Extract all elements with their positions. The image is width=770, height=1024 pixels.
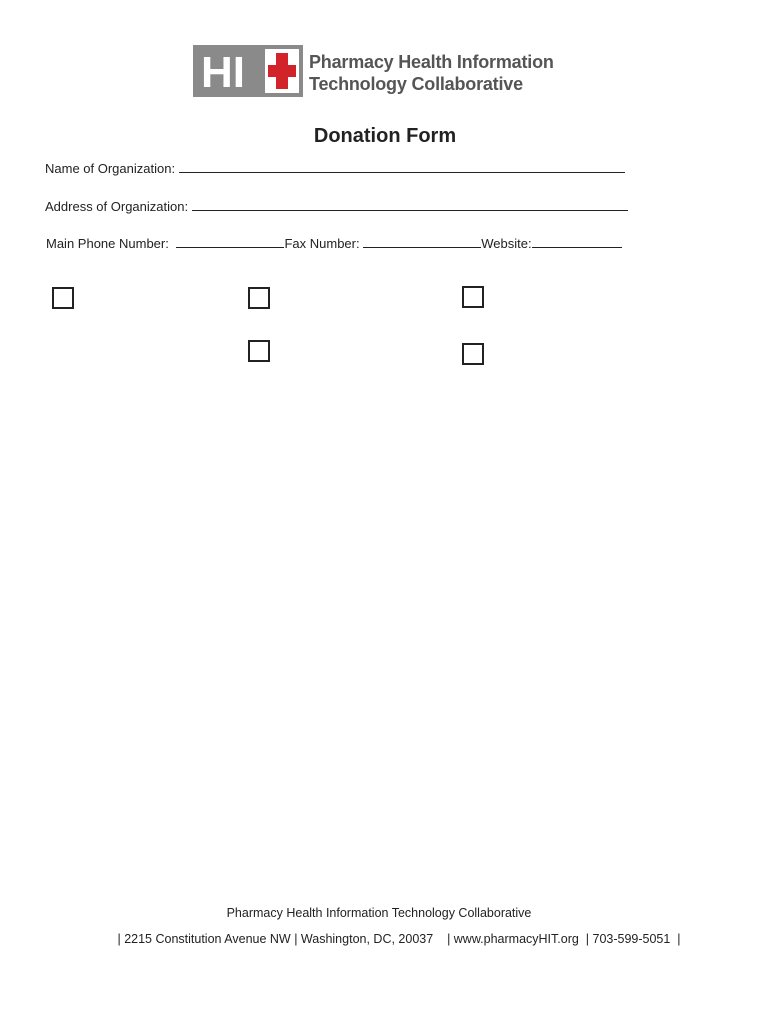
address-label: Address of Organization: (45, 199, 189, 214)
name-field[interactable] (179, 160, 625, 173)
website-label: Website: (481, 236, 532, 251)
donation-checkbox-1[interactable] (52, 287, 74, 309)
phone-field[interactable] (176, 235, 284, 248)
footer-contact-line: | 2215 Constitution Avenue NW | Washington, DC, 20037 | www.pharmacyHIT.org | 703-599-5051 | (117, 932, 681, 946)
address-field[interactable] (192, 198, 628, 211)
fax-label: Fax Number: (284, 236, 360, 251)
website-field[interactable] (532, 235, 622, 248)
organization-logo (193, 45, 593, 97)
donation-checkbox-2[interactable] (248, 287, 270, 309)
footer-org-name: Pharmacy Health Information Technology Collaborative (226, 906, 532, 920)
fax-field[interactable] (363, 235, 481, 248)
logo-line-1: Pharmacy Health Information (309, 52, 554, 72)
logo-mark-text: HI (201, 48, 245, 97)
page-title: Donation Form (313, 125, 457, 147)
name-row (45, 160, 625, 176)
name-label: Name of Organization: (45, 161, 176, 176)
donation-checkbox-5[interactable] (462, 343, 484, 365)
hit-logo-icon (193, 45, 303, 97)
address-row (45, 198, 628, 214)
donation-checkbox-4[interactable] (248, 340, 270, 362)
logo-wordmark (309, 51, 554, 95)
logo-line-2: Technology Collaborative (309, 74, 523, 94)
donation-checkbox-3[interactable] (462, 286, 484, 308)
contact-row (46, 235, 622, 251)
phone-label: Main Phone Number: (46, 236, 169, 251)
